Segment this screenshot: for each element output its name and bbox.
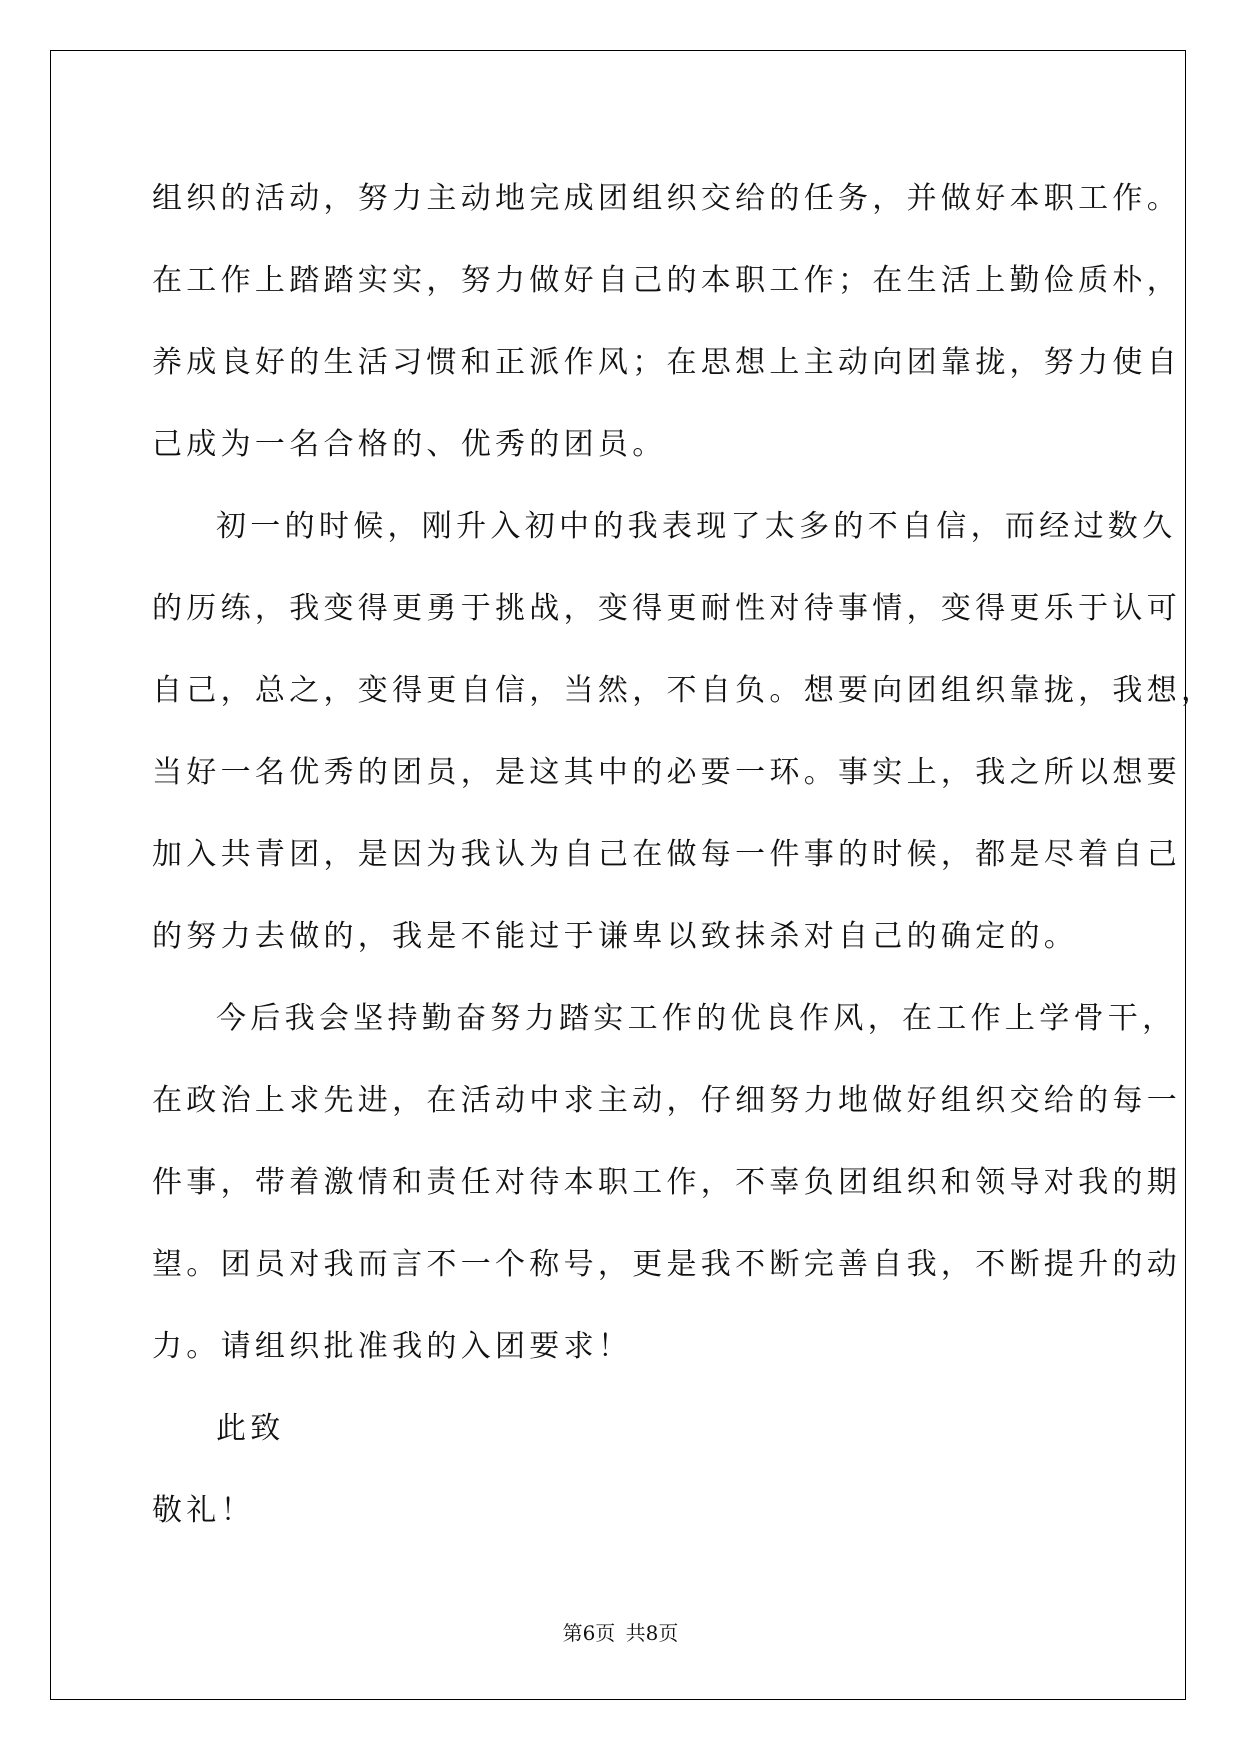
document-body: [152, 158, 1216, 1552]
page-footer: [0, 1617, 1241, 1646]
text-line-12: 在政治上求先进，在活动中求主动，仔细努力地做好组织交给的每一: [152, 1083, 1181, 1118]
text-line-2: 在工作上踏踏实实，努力做好自己的本职工作；在生活上勤俭质朴，: [152, 263, 1181, 298]
text-line-9: 加入共青团，是因为我认为自己在做每一件事的时候，都是尽着自己: [152, 837, 1181, 872]
text-line-5: 初一的时候，刚升入初中的我表现了太多的不自信，而经过数久: [216, 509, 1177, 544]
text-line-11: 今后我会坚持勤奋努力踏实工作的优良作风，在工作上学骨干，: [216, 1001, 1177, 1036]
text-line-14: 望。团员对我而言不一个称号，更是我不断完善自我，不断提升的动: [152, 1247, 1181, 1282]
closing-salutation: 此致: [216, 1411, 285, 1446]
text-line-8: 当好一名优秀的团员，是这其中的必要一环。事实上，我之所以想要: [152, 755, 1181, 790]
text-line-3: 养成良好的生活习惯和正派作风；在思想上主动向团靠拢，努力使自: [152, 345, 1181, 380]
text-line-13: 件事，带着激情和责任对待本职工作，不辜负团组织和领导对我的期: [152, 1165, 1181, 1200]
page-number: 第6页: [562, 1621, 616, 1645]
text-line-4: 己成为一名合格的、优秀的团员。: [152, 427, 667, 462]
closing-regards: 敬礼！: [152, 1493, 255, 1528]
text-line-1: 组织的活动，努力主动地完成团组织交给的任务，并做好本职工作。: [152, 181, 1181, 216]
page-total: 共8页: [625, 1621, 679, 1645]
text-line-10: 的努力去做的，我是不能过于谦卑以致抹杀对自己的确定的。: [152, 919, 1079, 954]
text-line-15: 力。请组织批准我的入团要求！: [152, 1329, 633, 1364]
text-line-7: 自己，总之，变得更自信，当然，不自负。想要向团组织靠拢，我想，: [152, 673, 1216, 708]
text-line-6: 的历练，我变得更勇于挑战，变得更耐性对待事情，变得更乐于认可: [152, 591, 1181, 626]
